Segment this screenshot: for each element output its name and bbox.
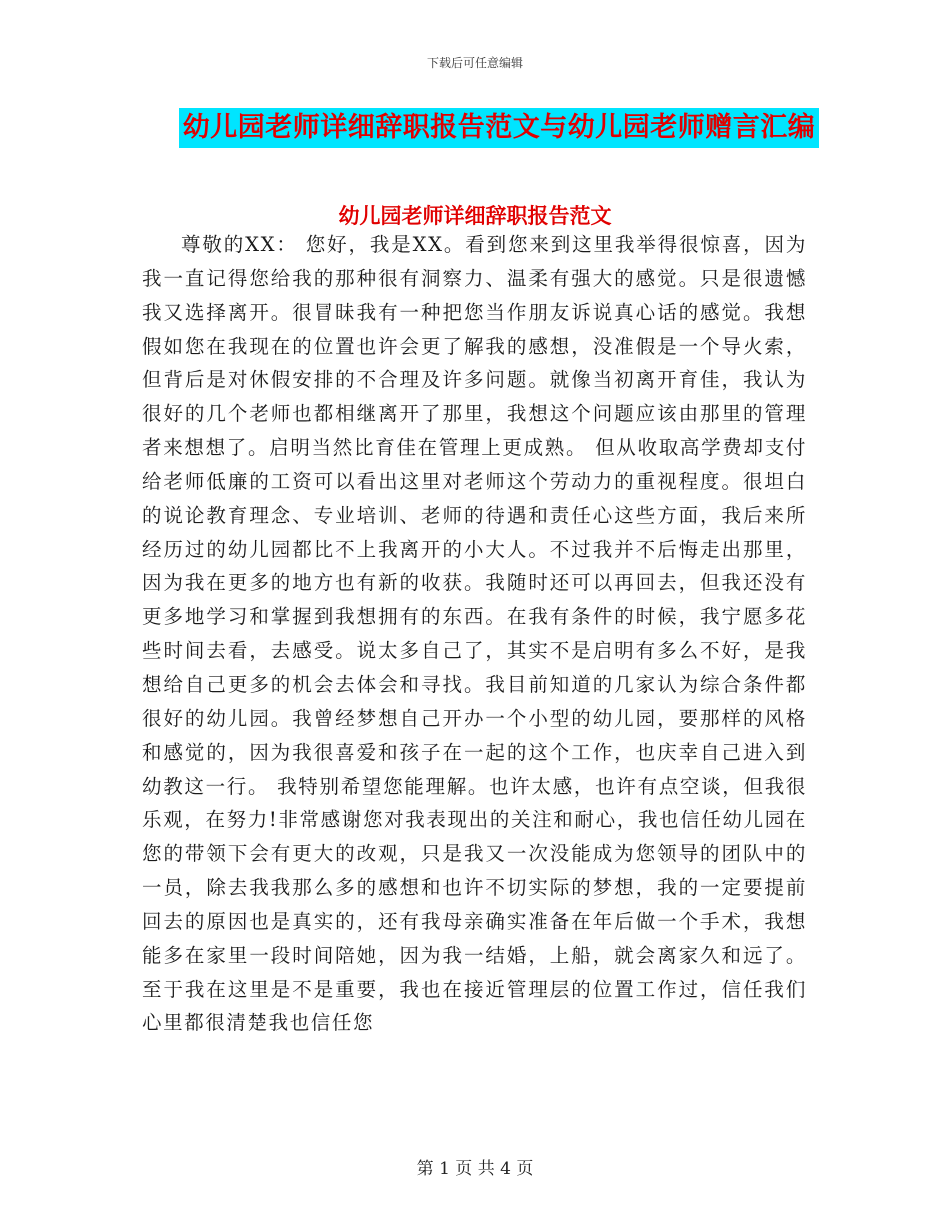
main-title: 幼儿园老师详细辞职报告范文与幼儿园老师赠言汇编 xyxy=(179,108,820,148)
header-note: 下载后可任意编辑 xyxy=(426,56,523,70)
body-paragraph: 尊敬的XX： 您好，我是XX。看到您来到这里我举得很惊喜，因为我一直记得您给我的那种很有洞察力、温柔有强大的感觉。只是很遗憾我又选择离开。很冒昧我有一种把您当作朋友诉说真心话的感觉。我想假如您在我现在的位置也许会更了解我的感想，没准假是一个导火索，但背后是对休假安排的不合理及许多问题。就像当初离开育佳，我认为很好的几个老师也都相继离开了那里，我想这个问题应该由那里的管理者来想想了。启明当然比育佳在管理上更成熟。 但从收取高学费却支付给老师低廉的工资可以看出这里对老师这个劳动力的重视程度。很坦白的说论教育理念、专业培训、老师的待遇和责任心这些方面，我后来所经历过的幼儿园都比不上我离开的小大人。不过我并不后悔走出那里，因为我在更多的地方也有新的收获。我随时还可以再回去，但我还没有更多地学习和掌握到我想拥有的东西。在我有条件的时候，我宁愿多花些时间去看，去感受。说太多自己了，其实不是启明有多么不好，是我想给自己更多的机会去体会和寻找。我目前知道的几家认为综合条件都很好的幼儿园。我曾经梦想自己开办一个小型的幼儿园，要那样的风格和感觉的，因为我很喜爱和孩子在一起的这个工作，也庆幸自己进入到幼教这一行。 我特别希望您能理解。也许太感，也许有点空谈，但我很乐观，在努力!非常感谢您对我表现出的关注和耐心，我也信任幼儿园在您的带领下会有更大的改观，只是我又一次没能成为您领导的团队中的一员，除去我我那么多的感想和也许不切实际的梦想，我的一定要提前回去的原因也是真实的，还有我母亲确实准备在年后做一个手术，我想能多在家里一段时间陪她，因为我一结婚，上船，就会离家久和远了。至于我在这里是不是重要，我也在接近管理层的位置工作过，信任我们心里都很清楚我也信任您 xyxy=(142,233,807,1035)
main-title-container xyxy=(0,108,950,148)
page-footer: 第 1 页 共 4 页 xyxy=(416,1159,534,1179)
section-title: 幼儿园老师详细辞职报告范文 xyxy=(338,203,612,228)
